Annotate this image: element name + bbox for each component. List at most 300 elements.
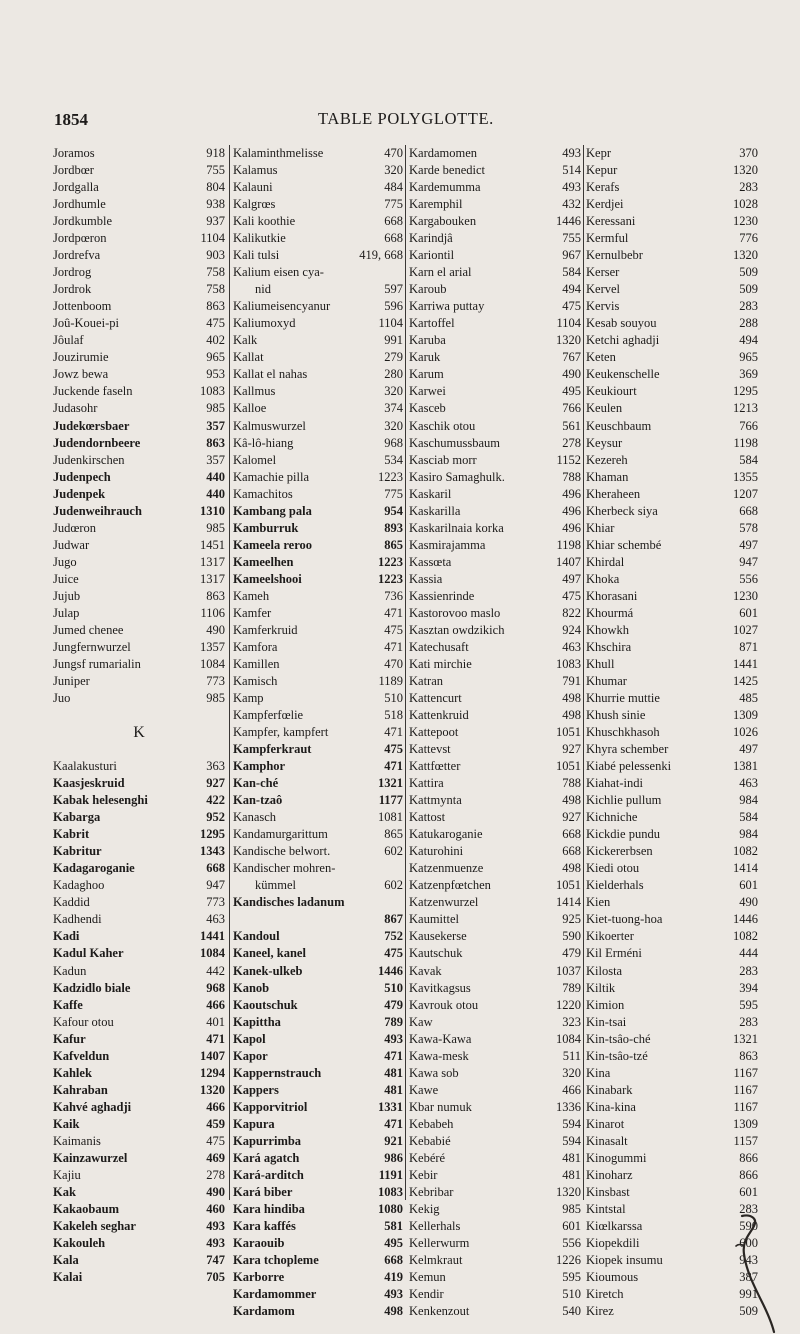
entry-page-ref: 459 <box>206 1116 225 1131</box>
index-entry <box>53 162 225 179</box>
entry-page-ref: 893 <box>384 520 403 535</box>
index-entry <box>53 622 225 639</box>
entry-page-ref: 470 <box>384 656 403 671</box>
entry-term: Khumar <box>586 673 627 688</box>
entry-term: Kattmynta <box>409 793 462 808</box>
index-entry <box>233 1303 403 1320</box>
entry-term: Kalgrœs <box>233 197 276 212</box>
entry-page-ref: 791 <box>562 673 581 688</box>
entry-page-ref: 460 <box>206 1201 225 1216</box>
entry-term: Kadul Kaher <box>53 946 124 961</box>
index-entry <box>586 741 758 758</box>
entry-page-ref: 1320 <box>200 1082 225 1097</box>
index-entry <box>233 690 403 707</box>
index-entry <box>586 997 758 1014</box>
entry-term: Kapurrimba <box>233 1133 302 1148</box>
index-entry <box>233 230 403 247</box>
entry-term: Kassia <box>409 571 443 586</box>
entry-page-ref: 422 <box>206 793 225 808</box>
entry-page-ref: 788 <box>562 776 581 791</box>
entry-term: Juniper <box>53 673 90 688</box>
index-entry <box>53 826 225 843</box>
index-entry <box>586 332 758 349</box>
entry-term: Kasciab morr <box>409 452 477 467</box>
entry-term: Kandisches ladanum <box>233 895 345 910</box>
entry-term: Kendir <box>409 1287 444 1302</box>
entry-term: Judenkirschen <box>53 452 125 467</box>
index-entry <box>586 196 758 213</box>
index-entry <box>586 809 758 826</box>
index-entry <box>53 1082 225 1099</box>
entry-page-ref: 767 <box>562 350 581 365</box>
entry-term: Kervis <box>586 299 620 314</box>
entry-term: Kattencurt <box>409 691 462 705</box>
entry-page-ref: 863 <box>739 1048 758 1063</box>
index-entry <box>53 1184 225 1201</box>
entry-page-ref: 1082 <box>733 844 758 859</box>
index-entry <box>586 179 758 196</box>
entry-term: Kiopekdili <box>586 1236 640 1250</box>
entry-page-ref: 1451 <box>200 537 225 552</box>
entry-page-ref: 1320 <box>733 163 758 178</box>
index-entry <box>233 588 403 605</box>
entry-page-ref: 320 <box>384 384 403 399</box>
entry-page-ref: 498 <box>562 793 581 808</box>
index-entry <box>586 775 758 792</box>
index-entry <box>53 383 225 400</box>
entry-page-ref: 496 <box>562 486 581 501</box>
entry-page-ref: 865 <box>384 827 403 842</box>
index-entry <box>586 298 758 315</box>
entry-page-ref: 283 <box>739 180 758 195</box>
entry-page-ref: 788 <box>562 469 581 484</box>
entry-term: Kepr <box>586 146 611 160</box>
entry-term: Kina-kina <box>586 1099 636 1114</box>
index-entry <box>409 1184 581 1201</box>
index-entry <box>53 486 225 503</box>
entry-term: Kintstal <box>586 1201 626 1216</box>
entry-term: Khorasani <box>586 588 638 603</box>
index-entry <box>233 928 403 945</box>
entry-page-ref: 498 <box>562 861 581 876</box>
entry-page-ref: 1295 <box>200 827 225 842</box>
entry-term: Kelmkraut <box>409 1253 463 1268</box>
entry-term: Kardamomen <box>409 146 478 160</box>
entry-term: Kezereh <box>586 452 628 467</box>
entry-term: Judenpek <box>53 486 106 501</box>
index-entry <box>53 179 225 196</box>
index-entry <box>233 1184 403 1201</box>
entry-term: Katechusaft <box>409 639 469 654</box>
index-entry <box>586 452 758 469</box>
entry-term: Kellerwurm <box>409 1236 470 1250</box>
entry-page-ref: 493 <box>562 180 581 195</box>
index-entry <box>233 1099 403 1116</box>
index-entry <box>409 877 581 894</box>
entry-page-ref: 1167 <box>733 1082 758 1097</box>
entry-page-ref: 475 <box>384 622 403 637</box>
index-entry <box>409 571 581 588</box>
entry-term: Kainzawurzel <box>53 1150 128 1165</box>
entry-term: Kerser <box>586 265 620 280</box>
index-entry <box>409 1286 581 1303</box>
entry-term: Kamfer <box>233 605 272 620</box>
index-entry <box>53 435 225 452</box>
entry-page-ref: 481 <box>384 1082 403 1097</box>
entry-page-ref: 320 <box>384 163 403 178</box>
entry-term: Kadagaroganie <box>53 861 135 876</box>
entry-page-ref: 1317 <box>200 554 225 569</box>
entry-page-ref: 1320 <box>556 1184 581 1199</box>
index-entry <box>409 945 581 962</box>
entry-term: Kebribar <box>409 1184 454 1199</box>
entry-term: Karriwa puttay <box>409 299 485 314</box>
index-entry <box>233 486 403 503</box>
entry-term: Kadun <box>53 963 87 978</box>
entry-term: Kil Erméni <box>586 946 642 961</box>
entry-page-ref: 471 <box>384 639 403 654</box>
entry-page-ref: 374 <box>384 401 403 416</box>
entry-term: Kemun <box>409 1270 446 1285</box>
entry-page-ref: 498 <box>562 708 581 723</box>
entry-term: Kasmirajamma <box>409 537 486 552</box>
entry-page-ref: 601 <box>562 1218 581 1233</box>
entry-page-ref: 822 <box>562 605 581 620</box>
entry-term: Kin-tsâo-tzé <box>586 1048 648 1063</box>
entry-page-ref: 490 <box>562 367 581 382</box>
entry-page-ref: 1309 <box>733 708 758 723</box>
entry-page-ref: 1381 <box>733 759 758 774</box>
index-entry <box>233 792 403 809</box>
entry-page-ref: 863 <box>206 299 225 314</box>
entry-term: Kanob <box>233 980 270 995</box>
entry-page-ref: 766 <box>562 401 581 416</box>
index-entry <box>586 860 758 877</box>
index-entry <box>586 162 758 179</box>
entry-page-ref: 602 <box>384 878 403 893</box>
index-entry <box>233 400 403 417</box>
index-entry <box>53 1218 225 1235</box>
index-entry <box>409 860 581 877</box>
entry-term: Judendornbeere <box>53 435 141 450</box>
index-entry <box>409 1099 581 1116</box>
entry-page-ref: 402 <box>206 333 225 348</box>
entry-page-ref: 283 <box>739 963 758 978</box>
entry-page-ref: 953 <box>206 367 225 382</box>
entry-term: Kellerhals <box>409 1218 461 1233</box>
entry-page-ref: 495 <box>562 384 581 399</box>
index-entry <box>586 707 758 724</box>
entry-page-ref: 804 <box>206 180 225 195</box>
entry-term: Kalikutkie <box>233 231 286 246</box>
index-entry <box>409 758 581 775</box>
entry-term: Kandischer mohren- <box>233 861 336 876</box>
entry-term: Kafour otou <box>53 1014 114 1029</box>
entry-page-ref: 1177 <box>378 793 403 808</box>
entry-term: Kapor <box>233 1048 268 1063</box>
entry-term: Kabak helesenghi <box>53 793 148 808</box>
entry-page-ref: 1081 <box>378 810 403 825</box>
index-entry <box>233 383 403 400</box>
entry-page-ref: 1407 <box>556 554 581 569</box>
index-entry <box>233 435 403 452</box>
entry-page-ref: 469 <box>206 1150 225 1165</box>
index-entry <box>233 980 403 997</box>
index-entry <box>586 520 758 537</box>
entry-page-ref: 938 <box>206 197 225 212</box>
index-entry <box>586 315 758 332</box>
entry-term: Kinasalt <box>586 1133 628 1148</box>
entry-page-ref: 943 <box>739 1253 758 1268</box>
index-entry <box>586 503 758 520</box>
entry-page-ref: 1051 <box>556 725 581 740</box>
entry-term: Kiltik <box>586 980 616 995</box>
entry-term: Kekig <box>409 1201 440 1216</box>
index-entry <box>53 1031 225 1048</box>
entry-term: Kawa sob <box>409 1065 459 1080</box>
entry-page-ref: 1230 <box>733 588 758 603</box>
index-entry <box>233 911 403 928</box>
index-entry <box>409 741 581 758</box>
entry-term: Khiar <box>586 520 615 535</box>
index-entry <box>586 1167 758 1184</box>
index-entry <box>53 1235 225 1252</box>
entry-page-ref: 595 <box>562 1270 581 1285</box>
index-entry <box>586 213 758 230</box>
entry-page-ref: 1331 <box>378 1099 403 1114</box>
entry-page-ref: 440 <box>206 486 225 501</box>
entry-term: Kara tchopleme <box>233 1253 319 1268</box>
index-entry <box>409 247 581 264</box>
index-entry <box>586 1099 758 1116</box>
entry-term: Kampferkraut <box>233 742 312 757</box>
index-entry <box>53 332 225 349</box>
entry-page-ref: 510 <box>384 691 403 705</box>
entry-term: Kattira <box>409 776 444 791</box>
index-entry <box>409 1252 581 1269</box>
entry-page-ref: 1343 <box>200 844 225 859</box>
entry-term: Kiretch <box>586 1287 624 1302</box>
entry-term: Karuk <box>409 350 441 365</box>
index-entry <box>409 997 581 1014</box>
entry-page-ref: 952 <box>206 810 225 825</box>
entry-term: Kaliumeisencyanur <box>233 299 331 314</box>
index-entry <box>53 639 225 656</box>
entry-term: Keysur <box>586 435 623 450</box>
index-entry <box>409 332 581 349</box>
index-entry <box>409 724 581 741</box>
entry-term: Kardemumma <box>409 180 481 195</box>
entry-page-ref: 1294 <box>200 1065 225 1080</box>
entry-term: Kien <box>586 895 611 910</box>
entry-term: Kartoffel <box>409 316 455 331</box>
entry-term: Kaschumussbaum <box>409 435 500 450</box>
entry-term: Jordrok <box>53 282 92 297</box>
entry-term: Kickdie pundu <box>586 827 660 842</box>
index-entry <box>586 281 758 298</box>
entry-page-ref: 475 <box>384 946 403 961</box>
entry-term: Kandoul <box>233 929 280 944</box>
index-entry <box>586 1031 758 1048</box>
index-entry <box>53 1269 225 1286</box>
index-entry <box>53 1133 225 1150</box>
entry-page-ref: 320 <box>384 418 403 433</box>
index-entry <box>53 963 225 980</box>
entry-page-ref: 985 <box>206 401 225 416</box>
index-entry <box>233 1116 403 1133</box>
entry-page-ref: 668 <box>739 503 758 518</box>
entry-page-ref: 471 <box>206 1031 225 1046</box>
index-entry <box>409 1201 581 1218</box>
entry-term: Khaman <box>586 469 629 484</box>
index-entry <box>586 349 758 366</box>
entry-term: Kaalakusturi <box>53 759 117 774</box>
entry-page-ref: 401 <box>206 1014 225 1029</box>
entry-page-ref: 1027 <box>733 622 758 637</box>
index-entry <box>586 639 758 656</box>
entry-term: Kawa-mesk <box>409 1048 469 1063</box>
index-entry <box>233 775 403 792</box>
entry-term: Jungsf rumarialin <box>53 656 141 671</box>
entry-page-ref: 556 <box>739 571 758 586</box>
entry-page-ref: 496 <box>562 520 581 535</box>
entry-page-ref: 789 <box>562 980 581 995</box>
entry-page-ref: 509 <box>739 1304 758 1319</box>
entry-page-ref: 863 <box>206 435 225 450</box>
entry-term: Katzenpfœtchen <box>409 878 491 893</box>
index-entry <box>53 349 225 366</box>
entry-page-ref: 370 <box>739 146 758 160</box>
entry-page-ref: 419, 668 <box>359 248 403 263</box>
entry-term: Karde benedict <box>409 163 486 178</box>
entry-page-ref: 466 <box>206 997 225 1012</box>
index-entry <box>409 1133 581 1150</box>
entry-page-ref: 985 <box>206 520 225 535</box>
entry-page-ref: 927 <box>206 776 225 791</box>
index-entry <box>233 1167 403 1184</box>
entry-page-ref: 1321 <box>378 776 403 791</box>
entry-term: Khyra schember <box>586 742 669 757</box>
entry-page-ref: 584 <box>739 452 758 467</box>
entry-term: Kalk <box>233 333 258 348</box>
entry-term: Katukaroganie <box>409 827 483 842</box>
entry-page-ref: 475 <box>562 299 581 314</box>
index-entry <box>586 792 758 809</box>
entry-page-ref: 1167 <box>733 1099 758 1114</box>
index-entry <box>233 605 403 622</box>
entry-term: Kardamom <box>233 1304 295 1319</box>
entry-page-ref: 773 <box>206 673 225 688</box>
entry-page-ref: 357 <box>206 418 225 433</box>
index-entry <box>586 1048 758 1065</box>
entry-term: Kamachie pilla <box>233 469 310 484</box>
index-entry <box>53 298 225 315</box>
entry-term: Katzenwurzel <box>409 895 479 910</box>
entry-page-ref: 1104 <box>200 231 225 246</box>
index-entry <box>409 537 581 554</box>
entry-page-ref: 775 <box>384 486 403 501</box>
entry-page-ref: 668 <box>384 1253 403 1268</box>
entry-term: Judekœrsbaer <box>53 418 130 433</box>
entry-page-ref: 509 <box>739 265 758 280</box>
index-entry <box>409 1014 581 1031</box>
entry-term: nid <box>255 282 271 297</box>
entry-page-ref: 493 <box>384 1031 403 1046</box>
entry-term: Keuschbaum <box>586 418 652 433</box>
entry-term: Kahraban <box>53 1082 108 1097</box>
index-entry <box>409 281 581 298</box>
entry-term: Kargabouken <box>409 214 477 229</box>
index-entry <box>53 843 225 860</box>
entry-term: Judwar <box>53 537 90 552</box>
index-entry <box>233 673 403 690</box>
entry-page-ref: 866 <box>739 1150 758 1165</box>
entry-page-ref: 463 <box>739 776 758 791</box>
entry-page-ref: 475 <box>384 742 403 757</box>
index-entry <box>586 622 758 639</box>
entry-term: Kará biber <box>233 1184 293 1199</box>
index-entry <box>409 656 581 673</box>
index-entry <box>409 230 581 247</box>
entry-term: Kassienrinde <box>409 588 475 603</box>
index-entry <box>409 315 581 332</box>
entry-term: Kamphor <box>233 759 286 774</box>
column-rule <box>583 145 584 1200</box>
entry-term: Karwei <box>409 384 446 399</box>
entry-term: Jordgalla <box>53 180 99 195</box>
index-entry <box>233 1252 403 1269</box>
index-entry <box>233 1201 403 1218</box>
entry-term: Kavrouk otou <box>409 997 479 1012</box>
index-entry <box>409 894 581 911</box>
entry-page-ref: 1084 <box>200 656 225 671</box>
entry-page-ref: 1226 <box>556 1253 581 1268</box>
entry-page-ref: 1407 <box>200 1048 225 1063</box>
entry-term: Kinogummi <box>586 1150 647 1165</box>
index-entry <box>53 418 225 435</box>
entry-term: Kandamurgarittum <box>233 827 328 842</box>
entry-page-ref: 965 <box>739 350 758 365</box>
index-entry <box>586 247 758 264</box>
entry-term: Kapol <box>233 1031 266 1046</box>
entry-page-ref: 668 <box>562 844 581 859</box>
entry-term: Kesab souyou <box>586 316 657 331</box>
index-entry <box>233 809 403 826</box>
entry-page-ref: 494 <box>562 282 581 297</box>
entry-page-ref: 595 <box>739 997 758 1012</box>
entry-page-ref: 357 <box>206 452 225 467</box>
entry-page-ref: 509 <box>739 282 758 297</box>
entry-page-ref: 668 <box>562 827 581 842</box>
index-entry <box>53 1201 225 1218</box>
entry-term: Kadhendi <box>53 912 102 927</box>
index-entry <box>233 945 403 962</box>
index-entry <box>409 213 581 230</box>
entry-page-ref: 1026 <box>733 725 758 740</box>
entry-term: Kapittha <box>233 1014 281 1029</box>
entry-page-ref: 1441 <box>200 929 225 944</box>
entry-page-ref: 484 <box>384 180 403 195</box>
index-entry <box>409 145 581 162</box>
entry-page-ref: 495 <box>384 1236 403 1250</box>
entry-term: Kará-arditch <box>233 1167 304 1182</box>
index-entry <box>233 554 403 571</box>
blank-line <box>53 741 225 758</box>
entry-term: Jôulaf <box>53 333 84 348</box>
index-entry <box>586 826 758 843</box>
entry-page-ref: 601 <box>739 878 758 893</box>
entry-page-ref: 1357 <box>200 639 225 654</box>
